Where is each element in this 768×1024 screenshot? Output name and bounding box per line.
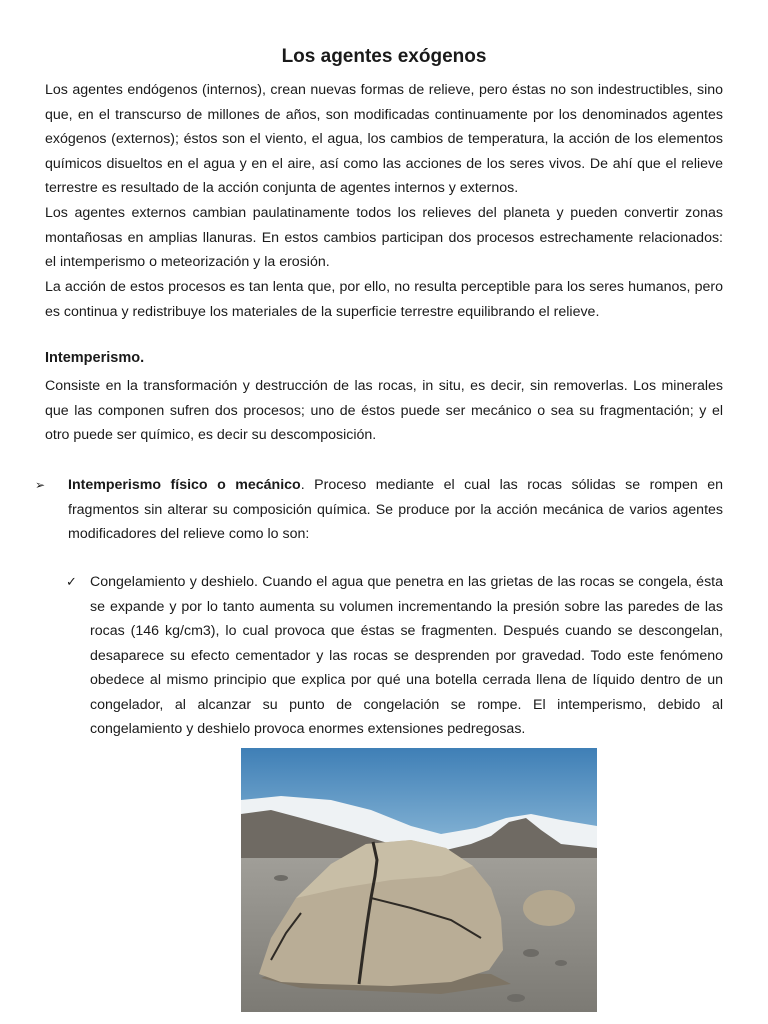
intro-paragraph-1: Los agentes endógenos (internos), crean nuevas formas de relieve, pero éstas no son indestructibles, sino que, en el transcurso de millones de años, son modificadas continuamente por los denominados agentes exógenos (externos); éstos son el viento, el agua, los cambios de temperatura, la acción de los elementos químicos disueltos en el agua y en el aire, así como las acciones de los seres vivos. De ahí que el relieve terrestre es resultado de la acción conjunta de agentes internos y externos. <box>45 82 723 196</box>
photo-pebble <box>507 994 525 1002</box>
page-title: Los agentes exógenos <box>281 46 487 67</box>
photo-pebble <box>523 949 539 957</box>
photo-small-boulder <box>523 890 575 926</box>
boulder-photo <box>241 748 597 1012</box>
arrow-bullet-icon: ➢ <box>34 478 46 492</box>
checkmark-bullet-icon: ✓ <box>66 574 77 589</box>
bullet-body: . Proceso mediante el cual las rocas sólidas se rompen en fragmentos sin alterar su composición química. Se produce por la acción mecánica de varios agentes modificadores del relieve como lo son: <box>68 477 724 542</box>
photo-pebble <box>555 960 567 966</box>
intro-paragraph-2: Los agentes externos cambian paulatinamente todos los relieves del planeta y pueden convertir zonas montañosas en amplias llanuras. En estos cambios participan dos procesos estrechamente relacionados: el intemperismo o meteorización y la erosión. <box>45 205 723 270</box>
photo-pebble <box>274 875 288 881</box>
sub-bullet-text: Congelamiento y deshielo. Cuando el agua que penetra en las grietas de las rocas se congela, ésta se expande y por lo tanto aumenta su volumen incrementando la presión sobre las paredes de las rocas (146 kg/cm3), lo cual provoca que éstas se fragmenten. Después cuando se descongelan, desaparece su efecto cementador y las rocas se desprenden por gravedad. Todo este fenómeno obedece al mismo principio que explica por qué una botella cerrada llena de líquido dentro de un congelador, al alcanzar su punto de congelación se rompe. El intemperismo, debido al congelamiento y deshielo provoca enormes extensiones pedregosas. <box>90 574 723 737</box>
sub-bullet-item <box>68 570 723 742</box>
bullet-bold-lead: Intemperismo físico o mecánico <box>68 477 301 493</box>
intro-paragraph-3: La acción de estos procesos es tan lenta que, por ello, no resulta perceptible para los seres humanos, pero es continua y redistribuye los materiales de la superficie terrestre equilibrando el relieve. <box>45 279 723 320</box>
bullet-text <box>68 473 723 547</box>
section-paragraph: Consiste en la transformación y destrucción de las rocas, in situ, es decir, sin removerlas. Los minerales que las componen sufren dos procesos; uno de éstos puede ser mecánico o sea su fragmentación; y el otro puede ser químico, es decir su descomposición. <box>45 378 723 443</box>
section-heading: Intemperismo. <box>45 350 145 366</box>
bullet-item <box>34 473 724 547</box>
